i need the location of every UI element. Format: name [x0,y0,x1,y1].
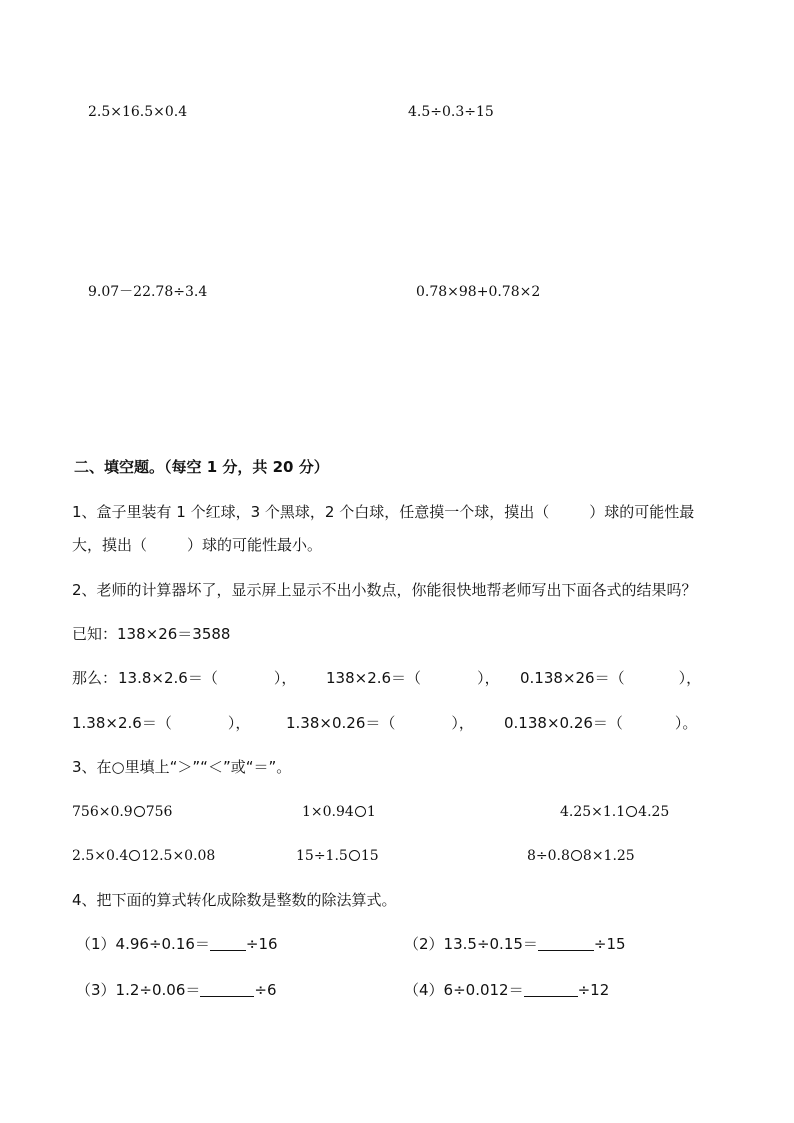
q2-row1-c-close: ）， [678,669,702,687]
q2-row1-lead: 那么： [72,669,118,687]
q3-item-6-right: 8×1.25 [582,848,635,864]
q2-row1-b-close: ）， [477,669,500,687]
q2-row1-b [326,668,500,688]
q4-item-4-blank[interactable] [524,982,578,997]
q3-item-3-left: 4.25×1.1 [560,804,626,820]
q2-row1-b-expr: 138×2.6＝（ [326,669,422,687]
q1-line2-tail: ）球的可能性最小。 [187,536,323,554]
calc-problem-2: 4.5÷0.3÷15 [408,104,494,120]
q2-row2-b-close: ）， [451,714,474,732]
q4-item-3-right: ÷6 [254,981,277,999]
q3-item-1-right: 756 [145,804,173,820]
calc-problem-4: 0.78×98+0.78×2 [416,284,541,300]
q2-known: 已知：138×26＝3588 [72,625,231,643]
q3-item-2-left: 1×0.94 [302,804,354,820]
q1-line1 [72,502,694,522]
calc-problem-3: 9.07－22.78÷3.4 [88,284,208,300]
q4-item-2-left: （2）13.5÷0.15＝ [404,935,538,953]
q3-item-2 [302,802,376,822]
q4-item-3 [76,980,277,1000]
q2-row2-a-expr: 1.38×2.6＝（ [72,714,172,732]
q3-item-4 [72,846,215,866]
q2-row1-a [118,668,296,688]
q2-row1-c-expr: 0.138×26＝（ [520,669,625,687]
compare-circle-icon[interactable] [355,806,366,817]
q2-row2-c-expr: 0.138×0.26＝（ [504,714,623,732]
q1-line2 [72,535,322,555]
q4-item-4-left: （4）6÷0.012＝ [404,981,524,999]
compare-circle-icon[interactable] [571,850,582,861]
q3-item-5-right: 15 [360,848,379,864]
q3-item-6-left: 8÷0.8 [527,848,570,864]
q4-item-2-blank[interactable] [538,936,594,951]
compare-circle-icon[interactable] [349,850,360,861]
q2-row2-a-close: ）， [227,714,251,732]
q3-item-6 [527,846,635,866]
calc-problem-1: 2.5×16.5×0.4 [88,104,188,120]
q4-item-4-right: ÷12 [577,981,610,999]
q3-item-2-right: 1 [366,804,376,820]
q1-line2-text: 大，摸出（ [72,536,148,554]
q2-row2-c-close: ）。 [674,714,698,732]
q3-item-5-left: 15÷1.5 [296,848,348,864]
q4-item-1-left: （1）4.96÷0.16＝ [76,935,210,953]
q4-item-2 [404,934,626,954]
q4-text: 4、把下面的算式转化成除数是整数的除法算式。 [72,891,397,909]
q3-item-4-left: 2.5×0.4 [72,848,129,864]
q2-row2-a [72,713,250,733]
q2-row2-b [286,713,474,733]
q3-text: 3、在○里填上“＞”“＜”或“＝”。 [72,758,292,776]
q2-text: 2、老师的计算器坏了，显示屏上显示不出小数点，你能很快地帮老师写出下面各式的结果吗？ [72,581,697,599]
q4-item-1 [76,934,278,954]
q4-item-2-right: ÷15 [593,935,626,953]
q3-item-3-right: 4.25 [638,804,670,820]
q2-row1-c [520,668,701,688]
section-heading: 二、填空题。（每空 1 分，共 20 分） [74,458,329,476]
q2-row1-a-expr: 13.8×2.6＝（ [118,669,218,687]
q3-item-5 [296,846,379,866]
q2-row2-b-expr: 1.38×0.26＝（ [286,714,396,732]
q2-row2-c [504,713,697,733]
q4-item-1-right: ÷16 [245,935,278,953]
compare-circle-icon[interactable] [626,806,637,817]
q1-line1-tail: ）球的可能性最 [589,503,695,521]
q1-line1-text: 1、盒子里装有 1 个红球，3 个黑球，2 个白球，任意摸一个球，摸出（ [72,503,550,521]
compare-circle-icon[interactable] [134,806,145,817]
q4-item-1-blank[interactable] [210,936,246,951]
q3-item-1 [72,802,172,822]
q4-item-3-left: （3）1.2÷0.06＝ [76,981,201,999]
q2-row1-a-close: ）， [273,669,297,687]
q3-item-1-left: 756×0.9 [72,804,133,820]
compare-circle-icon[interactable] [129,850,140,861]
q4-item-3-blank[interactable] [200,982,254,997]
q3-item-3 [560,802,669,822]
q3-item-4-right: 12.5×0.08 [141,848,216,864]
q4-item-4 [404,980,609,1000]
